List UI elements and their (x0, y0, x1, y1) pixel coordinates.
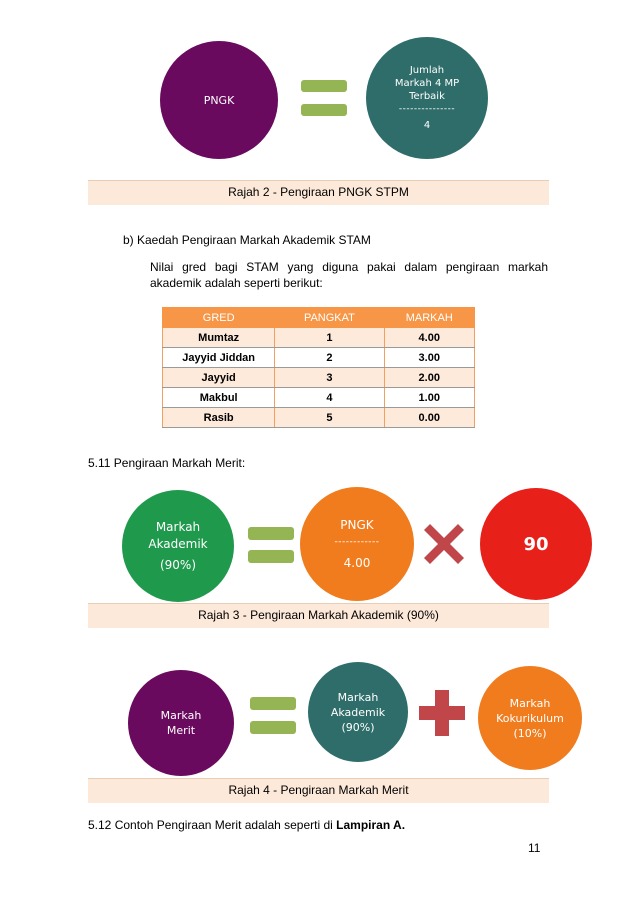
figure3-caption: Rajah 3 - Pengiraan Markah Akademik (90%) (88, 603, 549, 628)
akademik2-line-2: Akademik (330, 705, 386, 719)
ninety-circle (480, 488, 592, 600)
merit-line-2: Merit (166, 724, 196, 737)
plus-icon (419, 690, 465, 736)
akademik-line-3: (90%) (159, 557, 197, 572)
table-row (163, 348, 475, 368)
table-row (163, 328, 475, 348)
equals-icon-top-bar (248, 527, 294, 540)
table-cell-markah: 2.00 (384, 368, 475, 388)
table-cell-pangkat: 1 (275, 328, 384, 348)
table-cell-markah: 4.00 (384, 328, 475, 348)
kokurikulum-line-3: (10%) (513, 726, 547, 740)
table-cell-markah: 3.00 (384, 348, 475, 368)
table-cell-pangkat: 2 (275, 348, 384, 368)
merit-line-1: Markah (160, 709, 202, 722)
table-header-row (163, 308, 475, 328)
table-row (163, 388, 475, 408)
markah-kokurikulum-circle (478, 666, 582, 770)
jumlah-line-1: Jumlah (409, 65, 445, 76)
equals-icon-bottom-bar (250, 721, 296, 734)
markah-akademik-circle (122, 490, 234, 602)
pngk-label: PNGK (203, 93, 235, 107)
table-cell-gred: Makbul (163, 388, 275, 408)
table-cell-markah: 0.00 (384, 408, 475, 428)
section-b-paragraph-line-2: akademik adalah seperti berikut: (150, 276, 323, 290)
table-row (163, 368, 475, 388)
akademik2-line-3: (90%) (341, 720, 375, 734)
section-512-text (88, 818, 405, 833)
figure4-caption: Rajah 4 - Pengiraan Markah Merit (88, 778, 549, 803)
equals-icon-bottom-bar (248, 550, 294, 563)
akademik-line-2: Akademik (148, 536, 208, 551)
jumlah-line-2: Markah 4 MP (394, 78, 460, 89)
table-cell-pangkat: 3 (275, 368, 384, 388)
section-b-heading: b) Kaedah Pengiraan Markah Akademik STAM (123, 233, 371, 247)
akademik-line-1: Markah (155, 519, 201, 534)
pngk-fraction-line-2: ------------ (334, 536, 380, 547)
table-header-markah: MARKAH (384, 308, 475, 328)
markah-merit-circle (128, 670, 234, 776)
table-cell-gred: Mumtaz (163, 328, 275, 348)
jumlah-line-4: --------------- (398, 104, 456, 114)
table-cell-gred: Rasib (163, 408, 275, 428)
pngk-fraction-circle (300, 487, 414, 601)
table-cell-pangkat: 5 (275, 408, 384, 428)
section-512-bold: Lampiran A. (336, 818, 406, 832)
pngk-fraction-line-3: 4.00 (343, 555, 371, 570)
section-511-heading: 5.11 Pengiraan Markah Merit: (88, 456, 246, 470)
section-b-paragraph-line-1: Nilai gred bagi STAM yang diguna pakai dalam pengiraan markah (150, 260, 548, 274)
jumlah-line-5: 4 (423, 120, 431, 131)
equals-icon-top-bar (301, 80, 347, 92)
page-number: 11 (528, 841, 541, 855)
kokurikulum-line-1: Markah (509, 696, 551, 710)
table-row (163, 408, 475, 428)
equals-icon-bottom-bar (301, 104, 347, 116)
jumlah-markah-circle (366, 37, 488, 159)
table-header-gred: GRED (163, 308, 275, 328)
table-cell-pangkat: 4 (275, 388, 384, 408)
stam-grade-table (162, 307, 475, 428)
table-header-pangkat: PANGKAT (275, 308, 384, 328)
markah-akademik-circle-2 (308, 662, 408, 762)
jumlah-line-3: Terbaik (409, 91, 445, 102)
multiply-icon (420, 520, 468, 568)
table-cell-gred: Jayyid (163, 368, 275, 388)
kokurikulum-line-2: Kokurikulum (496, 711, 564, 725)
section-512-plain: 5.12 Contoh Pengiraan Merit adalah seperti di (88, 818, 337, 832)
ninety-label: 90 (523, 533, 549, 555)
pngk-circle (160, 41, 278, 159)
equals-icon-top-bar (250, 697, 296, 710)
akademik2-line-1: Markah (337, 690, 379, 704)
pngk-fraction-line-1: PNGK (340, 517, 374, 532)
figure2-caption: Rajah 2 - Pengiraan PNGK STPM (88, 180, 549, 205)
table-cell-gred: Jayyid Jiddan (163, 348, 275, 368)
table-cell-markah: 1.00 (384, 388, 475, 408)
